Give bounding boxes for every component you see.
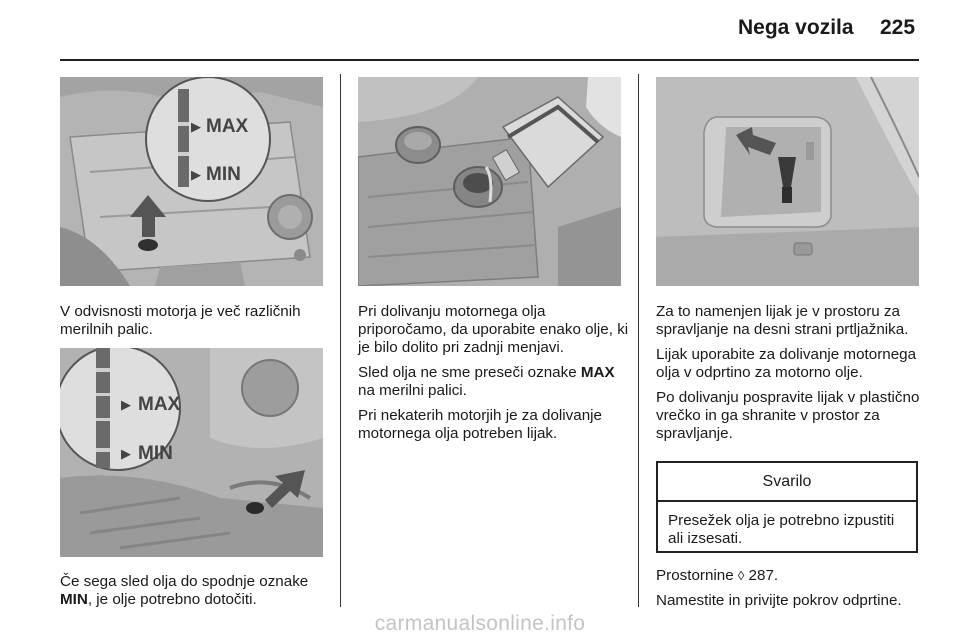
watermark: carmanualsonline.info <box>374 612 586 635</box>
right-text-bottom <box>656 567 926 617</box>
paragraph: Za to namenjen lijak je v prostoru za spravljanje na desni strani prtljažnika. <box>656 303 909 338</box>
max-label: MAX <box>206 116 249 137</box>
text-run: na merilni palici. <box>358 382 467 399</box>
page-reference-link[interactable]: 287. <box>744 567 779 584</box>
page-reference-icon: ◊ <box>737 568 745 583</box>
paragraph <box>656 567 926 585</box>
left-text-2 <box>60 573 335 616</box>
min-keyword: MIN <box>60 591 88 608</box>
trunk-funnel-illustration <box>656 77 919 286</box>
max-keyword: MAX <box>580 364 615 381</box>
text-run: Sled olja ne sme preseči oznake <box>358 364 581 381</box>
paragraph: Pri nekaterih motorjih je za dolivanje motornega olja potreben lijak. <box>358 407 602 442</box>
paragraph <box>60 573 335 609</box>
text-run: , je olje potrebno dotočiti. <box>87 591 257 608</box>
left-text-1 <box>60 303 330 346</box>
engine-dipstick-illustration <box>60 77 323 286</box>
max-arrow-icon: ▶ <box>121 397 131 412</box>
column-divider-left <box>340 74 341 607</box>
column-divider-right <box>638 74 639 607</box>
min-arrow-icon: ▶ <box>191 167 201 182</box>
header-divider <box>60 59 919 61</box>
paragraph: V odvisnosti motorja je več različnih merilnih palic. <box>60 303 301 338</box>
paragraph <box>358 364 633 400</box>
oil-pouring-illustration <box>358 77 621 286</box>
min-label: MIN <box>138 443 173 464</box>
section-title: Nega vozila <box>738 16 854 39</box>
max-arrow-icon: ▶ <box>191 119 201 134</box>
right-text <box>656 303 926 450</box>
max-label: MAX <box>138 394 181 415</box>
text-run: Če sega sled olja do spodnje oznake <box>60 573 309 590</box>
dipstick-closeup-illustration <box>60 348 323 557</box>
min-label: MIN <box>206 164 241 185</box>
min-arrow-icon: ▶ <box>121 446 131 461</box>
warning-box <box>656 461 918 553</box>
paragraph: Pri dolivanju motornega olja priporočamo, da uporabite enako olje, ki je bilo dolito pri zadnji menjavi. <box>358 303 629 356</box>
page-number: 225 <box>880 16 916 39</box>
warning-body: Presežek olja je potrebno izpustiti ali izsesati. <box>668 512 895 547</box>
middle-text <box>358 303 633 450</box>
paragraph: Namestite in privijte pokrov odprtine. <box>656 592 902 609</box>
paragraph: Lijak uporabite za dolivanje motornega olja v odprtino za motorno olje. <box>656 346 917 381</box>
text-run: Prostornine <box>656 567 738 584</box>
warning-title: Svarilo <box>658 463 916 502</box>
paragraph: Po dolivanju pospravite lijak v plastično vrečko in ga shranite v prostor za spravljanje. <box>656 389 920 442</box>
